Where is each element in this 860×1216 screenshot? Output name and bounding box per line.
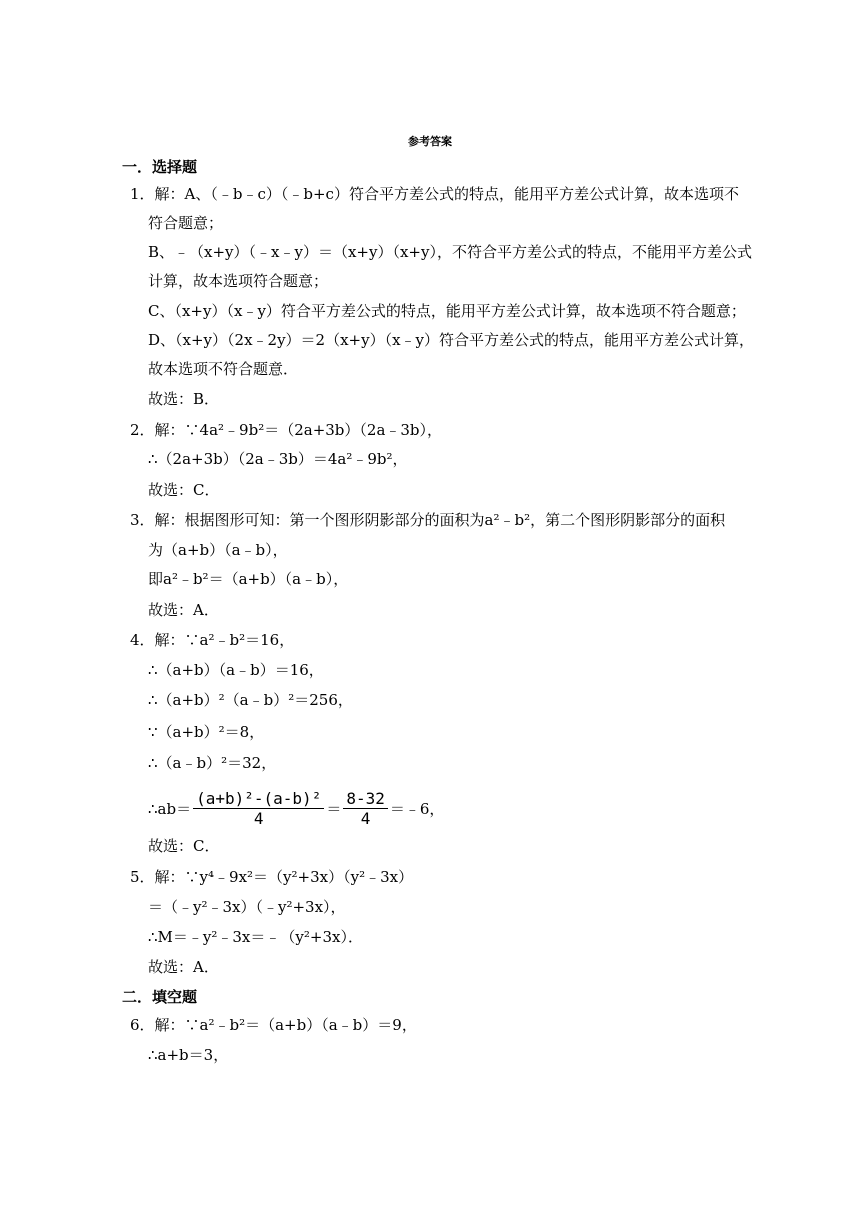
answer-line: ∵（a+b）²＝8， <box>148 723 265 741</box>
answer-line: 2．解：∵4a²﹣9b²＝（2a+3b）（2a﹣3b）， <box>130 421 443 439</box>
answer-line: B、﹣（x+y）（﹣x﹣y）＝（x+y）（x+y），不符合平方差公式的特点，不能用平方差公式 <box>148 243 752 261</box>
answer-line: ＝（﹣y²﹣3x）（﹣y²+3x）， <box>148 898 346 916</box>
fraction-suffix: ＝﹣6， <box>389 799 445 818</box>
fraction-equation <box>148 788 444 828</box>
answer-line: 1．解：A、（﹣b﹣c）（﹣b+c）符合平方差公式的特点，能用平方差公式计算，故本选项不 <box>130 185 739 203</box>
fraction-2-denominator: 4 <box>360 808 371 828</box>
answer-line: 故选：C． <box>148 837 220 855</box>
fraction-1-denominator: 4 <box>253 808 264 828</box>
answer-line: C、（x+y）（x﹣y）符合平方差公式的特点，能用平方差公式计算，故本选项不符合题意； <box>148 302 746 320</box>
answer-line: 4．解：∵a²﹣b²＝16， <box>130 631 295 649</box>
answer-line: 即a²﹣b²＝（a+b）（a﹣b）， <box>148 570 349 588</box>
answer-line: 为（a+b）（a﹣b）， <box>148 541 288 559</box>
answer-line: ∴（a+b）（a﹣b）＝16， <box>148 661 324 679</box>
answer-line: 故选：A． <box>148 601 219 619</box>
fraction-prefix: ∴ab＝ <box>148 799 192 818</box>
fraction-2-numerator: 8-32 <box>343 789 388 809</box>
page-title: 参考答案 <box>408 135 452 148</box>
answer-line: 计算，故本选项符合题意； <box>148 272 329 290</box>
answer-line: ∴a+b＝3， <box>148 1046 229 1064</box>
answer-line: ∴（a+b）²（a﹣b）²＝256， <box>148 691 353 709</box>
answer-line: 故本选项不符合题意． <box>148 360 299 378</box>
answer-line: 故选：C． <box>148 481 220 499</box>
section-heading-fill-in: 二．填空题 <box>122 988 198 1006</box>
fraction-2 <box>343 789 388 828</box>
answer-line: 6．解：∵a²﹣b²＝（a+b）（a﹣b）＝9， <box>130 1016 417 1034</box>
answer-line: 3．解：根据图形可知：第一个图形阴影部分的面积为a²﹣b²，第二个图形阴影部分的面积 <box>130 511 726 529</box>
section-heading-multiple-choice: 一．选择题 <box>122 158 198 176</box>
answer-line: 故选：A． <box>148 958 219 976</box>
answer-line: 5．解：∵y⁴﹣9x²＝（y²+3x）（y²﹣3x） <box>130 868 414 886</box>
fraction-1-numerator: (a+b)²-(a-b)² <box>193 789 324 809</box>
fraction-1 <box>193 789 324 828</box>
answer-line: ∴（a﹣b）²＝32， <box>148 754 277 772</box>
answer-line: 故选：B． <box>148 390 220 408</box>
answer-line: ∴（2a+3b）（2a﹣3b）＝4a²﹣9b²， <box>148 450 408 468</box>
answer-line: 符合题意； <box>148 214 224 232</box>
equals-sign: ＝ <box>326 799 342 818</box>
answer-line: D、（x+y）（2x﹣2y）＝2（x+y）（x﹣y）符合平方差公式的特点，能用平方差公式计算， <box>148 331 755 349</box>
answer-line: ∴M＝﹣y²﹣3x＝﹣（y²+3x）． <box>148 928 363 946</box>
